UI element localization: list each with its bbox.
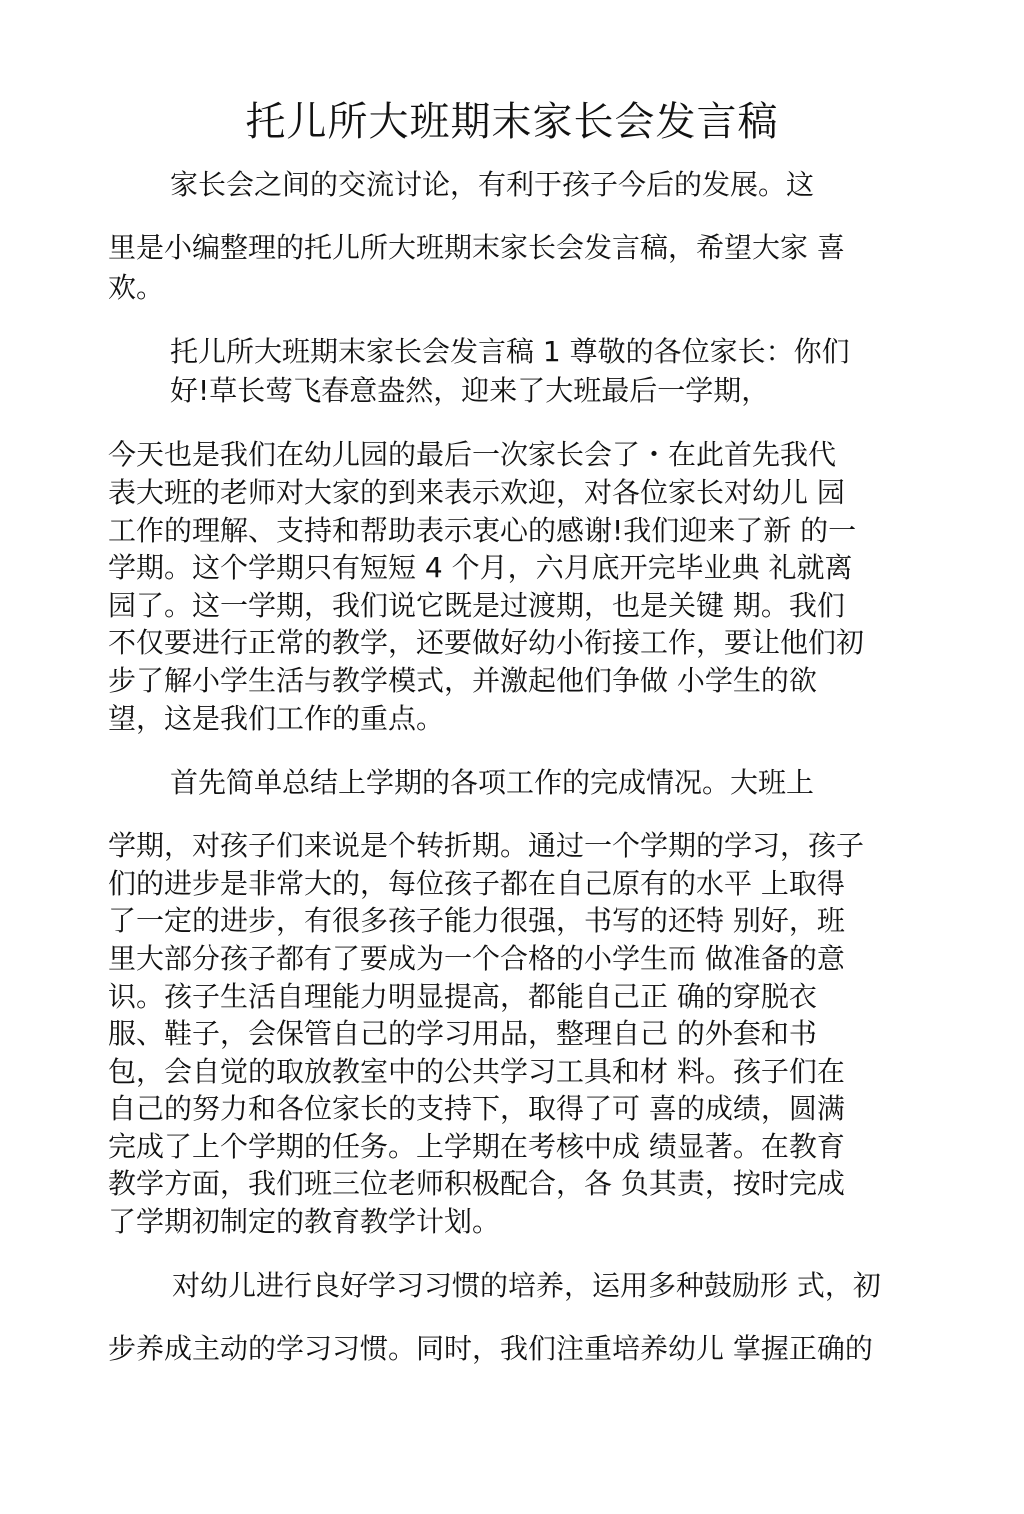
paragraph-line: 首先简单总结上学期的各项工作的完成情况。大班上	[170, 766, 815, 799]
paragraph-line: 对幼儿进行良好学习习惯的培养，运用多种鼓励形 式，初	[172, 1269, 881, 1302]
paragraph-line: 表大班的老师对大家的到来表示欢迎，对各位家长对幼儿 园	[108, 476, 845, 509]
paragraph-line: 包，会自觉的取放教室中的公共学习工具和材 料。孩子们在	[108, 1055, 845, 1088]
document-title: 托儿所大班期末家长会发言稿	[245, 99, 779, 145]
paragraph-line: 完成了上个学期的任务。上学期在考核中成 绩显著。在教育	[108, 1130, 845, 1163]
paragraph-line: 工作的理解、支持和帮助表示衷心的感谢!我们迎来了新 的一	[108, 514, 857, 547]
paragraph-line: 好!草长莺飞春意盎然，迎来了大班最后一学期，	[170, 374, 770, 407]
paragraph-line: 托儿所大班期末家长会发言稿 1 尊敬的各位家长：你们	[170, 335, 850, 368]
paragraph-line: 里是小编整理的托儿所大班期末家长会发言稿，希望大家 喜	[108, 231, 845, 264]
paragraph-line: 家长会之间的交流讨论，有利于孩子今后的发展。这	[170, 168, 815, 201]
paragraph-line: 里大部分孩子都有了要成为一个合格的小学生而 做准备的意	[108, 942, 845, 975]
paragraph-line: 学期，对孩子们来说是个转折期。通过一个学期的学习，孩子	[108, 829, 865, 862]
paragraph-line: 步了解小学生活与教学模式，并激起他们争做 小学生的欲	[108, 664, 817, 697]
paragraph-line: 不仅要进行正常的教学，还要做好幼小衔接工作，要让他们初	[108, 626, 865, 659]
paragraph-line: 识。孩子生活自理能力明显提高，都能自己正 确的穿脱衣	[108, 980, 817, 1013]
paragraph-line: 教学方面，我们班三位老师积极配合，各 负其责，按时完成	[108, 1167, 845, 1200]
paragraph-line: 服、鞋子，会保管自己的学习用品，整理自己 的外套和书	[108, 1017, 817, 1050]
paragraph-line: 望，这是我们工作的重点。	[108, 702, 445, 735]
paragraph-line: 了一定的进步，有很多孩子能力很强，书写的还特 别好，班	[108, 904, 845, 937]
paragraph-line: 园了。这一学期，我们说它既是过渡期，也是关键 期。我们	[108, 589, 845, 622]
paragraph-line: 步养成主动的学习习惯。同时，我们注重培养幼儿 掌握正确的	[108, 1332, 873, 1365]
paragraph-line: 学期。这个学期只有短短 4 个月，六月底开完毕业典 礼就离	[108, 551, 853, 584]
paragraph-line: 们的进步是非常大的，每位孩子都在自己原有的水平 上取得	[108, 867, 845, 900]
paragraph-line: 了学期初制定的教育教学计划。	[108, 1205, 501, 1238]
paragraph-line: 今天也是我们在幼儿园的最后一次家长会了・在此首先我代	[108, 438, 837, 471]
paragraph-line: 欢。	[108, 271, 165, 304]
paragraph-line: 自己的努力和各位家长的支持下，取得了可 喜的成绩，圆满	[108, 1092, 845, 1125]
